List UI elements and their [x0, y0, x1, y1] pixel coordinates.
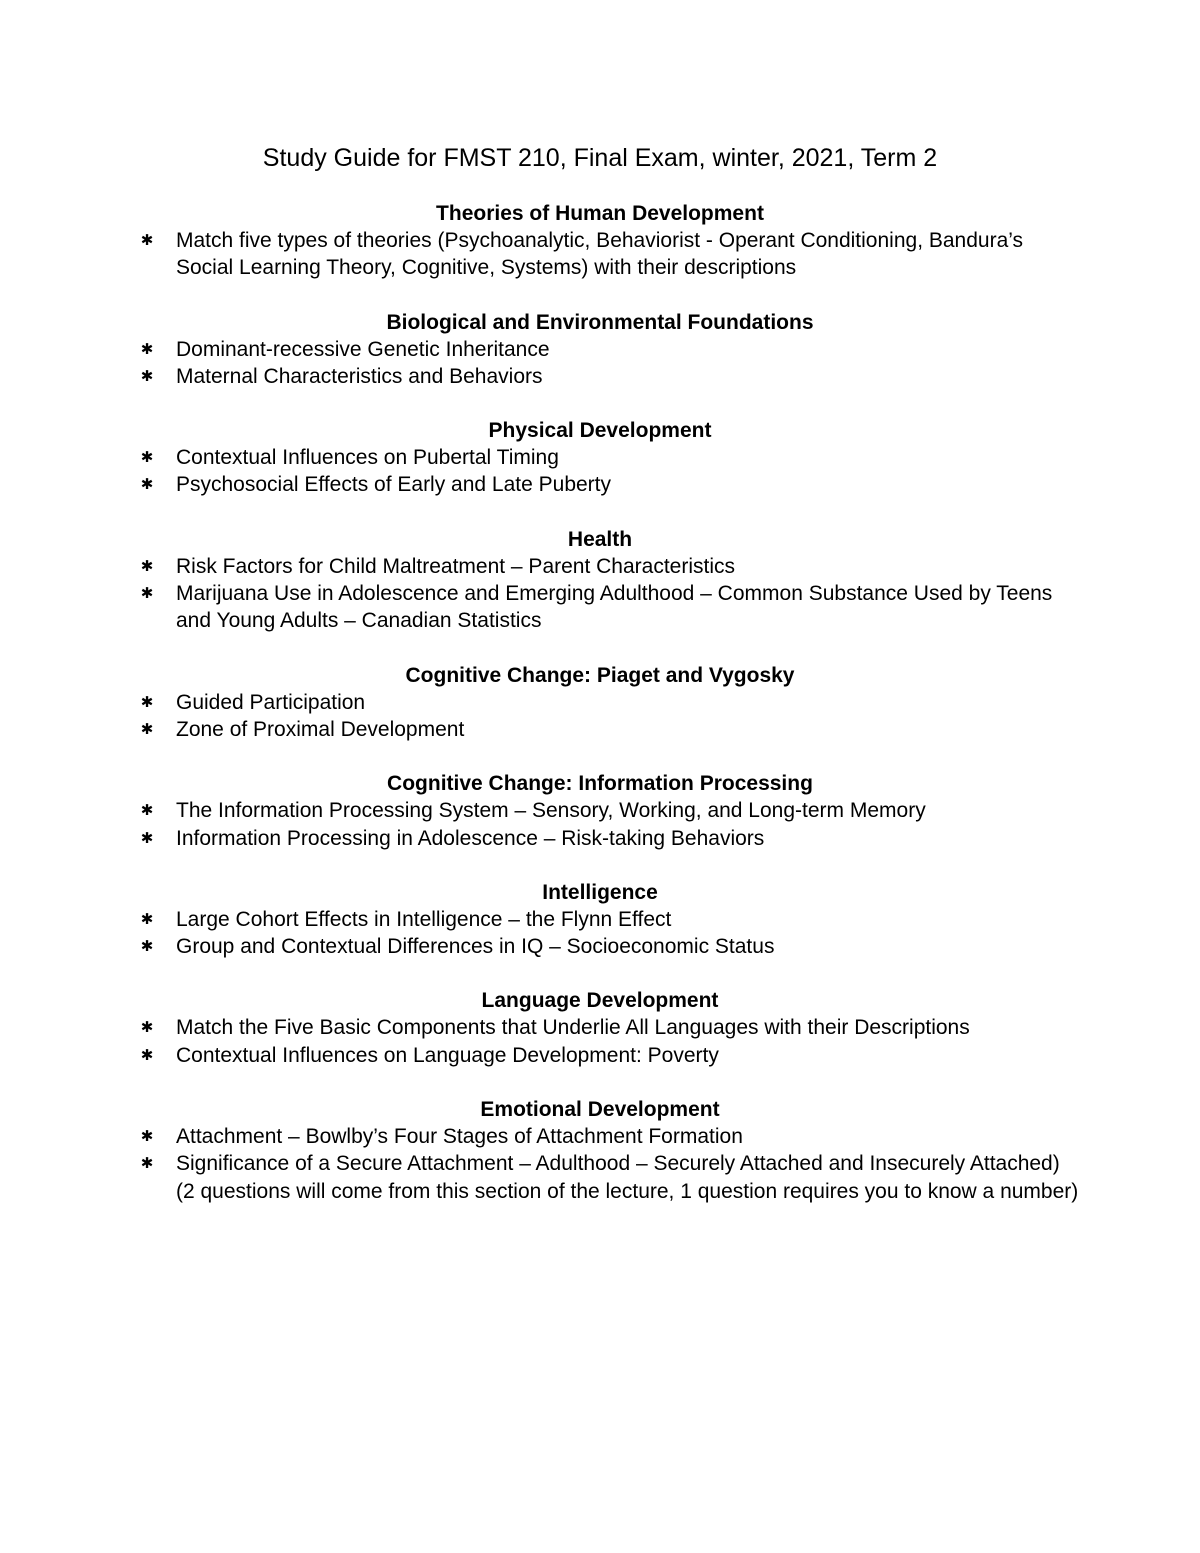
asterisk-icon: ✱: [140, 938, 154, 956]
section-item-list: [140, 444, 1080, 499]
asterisk-icon: ✱: [140, 802, 154, 820]
asterisk-icon: ✱: [140, 476, 154, 494]
list-item: [140, 227, 1080, 282]
section-item-list: [140, 906, 1080, 961]
list-item: [140, 553, 1080, 580]
list-item: [140, 825, 1080, 852]
section-heading: Theories of Human Development: [436, 202, 764, 225]
section-item-list: [140, 1123, 1080, 1205]
list-item-text: Contextual Influences on Language Development: Poverty: [176, 1043, 719, 1067]
list-item-text: Significance of a Secure Attachment – Adulthood – Securely Attached and Insecurely Attached) (2 questions will come from this section of the lecture, 1 question requires you to know a number): [176, 1152, 1079, 1203]
list-item-text: Maternal Characteristics and Behaviors: [176, 364, 543, 388]
study-section-5: [140, 662, 1080, 744]
asterisk-icon: ✱: [140, 340, 154, 358]
section-item-list: [140, 227, 1080, 282]
list-item: [140, 471, 1080, 498]
asterisk-icon: ✱: [140, 1155, 154, 1173]
study-section-8: [140, 987, 1080, 1069]
section-item-list: [140, 336, 1080, 391]
list-item: [140, 444, 1080, 471]
section-item-list: [140, 1014, 1080, 1069]
list-item: [140, 797, 1080, 824]
list-item-text: Match five types of theories (Psychoanalytic, Behaviorist - Operant Conditioning, Bandura’s Social Learning Theory, Cognitive, Systems) with their descriptions: [176, 229, 1024, 280]
section-heading: Emotional Development: [480, 1098, 720, 1122]
section-heading: Intelligence: [542, 880, 658, 904]
list-item: [140, 716, 1080, 743]
asterisk-icon: ✱: [140, 367, 154, 385]
asterisk-icon: ✱: [140, 1019, 154, 1037]
asterisk-icon: ✱: [140, 449, 154, 467]
asterisk-icon: ✱: [140, 585, 154, 603]
list-item-text: Attachment – Bowlby’s Four Stages of Attachment Formation: [176, 1125, 743, 1149]
list-item: [140, 906, 1080, 933]
section-heading: Cognitive Change: Piaget and Vygosky: [405, 663, 795, 687]
section-item-list: [140, 797, 1080, 852]
study-section-3: [140, 417, 1080, 499]
list-item-text: Large Cohort Effects in Intelligence – the Flynn Effect: [176, 907, 672, 931]
study-section-2: [140, 309, 1080, 391]
asterisk-icon: ✱: [140, 720, 154, 738]
list-item-text: Risk Factors for Child Maltreatment – Parent Characteristics: [176, 554, 736, 578]
section-heading: Cognitive Change: Information Processing: [387, 772, 813, 796]
list-item-text: Information Processing in Adolescence – Risk-taking Behaviors: [176, 826, 765, 850]
asterisk-icon: ✱: [140, 557, 154, 575]
asterisk-icon: ✱: [140, 232, 154, 249]
asterisk-icon: ✱: [140, 910, 154, 928]
list-item: [140, 363, 1080, 390]
study-section-1: [140, 200, 1080, 282]
asterisk-icon: ✱: [140, 693, 154, 711]
list-item: [140, 1123, 1080, 1150]
asterisk-icon: ✱: [140, 1046, 154, 1064]
study-section-4: [140, 526, 1080, 635]
list-item: [140, 933, 1080, 960]
section-item-list: [140, 553, 1080, 635]
asterisk-icon: ✱: [140, 829, 154, 847]
list-item-text: The Information Processing System – Sensory, Working, and Long-term Memory: [176, 799, 926, 823]
section-heading: Health: [567, 527, 633, 551]
list-item: [140, 1042, 1080, 1069]
list-item-text: Guided Participation: [176, 690, 366, 714]
study-section-9: [140, 1096, 1080, 1205]
study-section-6: [140, 770, 1080, 852]
section-item-list: [140, 689, 1080, 744]
section-heading: Physical Development: [488, 419, 712, 443]
list-item: [140, 336, 1080, 363]
list-item-text: Zone of Proximal Development: [176, 717, 465, 741]
section-heading: Biological and Environmental Foundations: [386, 310, 814, 334]
study-guide-sections: [140, 200, 1080, 1232]
asterisk-icon: ✱: [140, 1128, 154, 1146]
list-item-text: Dominant-recessive Genetic Inheritance: [176, 337, 550, 361]
list-item: [140, 689, 1080, 716]
list-item-text: Psychosocial Effects of Early and Late Puberty: [176, 473, 612, 497]
list-item-text: Contextual Influences on Pubertal Timing: [176, 446, 559, 470]
study-section-7: [140, 879, 1080, 961]
list-item-text: Group and Contextual Differences in IQ – Socioeconomic Status: [176, 935, 775, 959]
list-item: [140, 1150, 1080, 1205]
document-title: Study Guide for FMST 210, Final Exam, winter, 2021, Term 2: [262, 144, 938, 172]
list-item: [140, 1014, 1080, 1041]
list-item: [140, 580, 1080, 635]
section-heading: Language Development: [481, 989, 719, 1013]
list-item-text: Match the Five Basic Components that Underlie All Languages with their Descriptions: [176, 1016, 970, 1040]
list-item-text: Marijuana Use in Adolescence and Emerging Adulthood – Common Substance Used by Teens and Young Adults – Canadian Statistics: [176, 582, 1053, 633]
